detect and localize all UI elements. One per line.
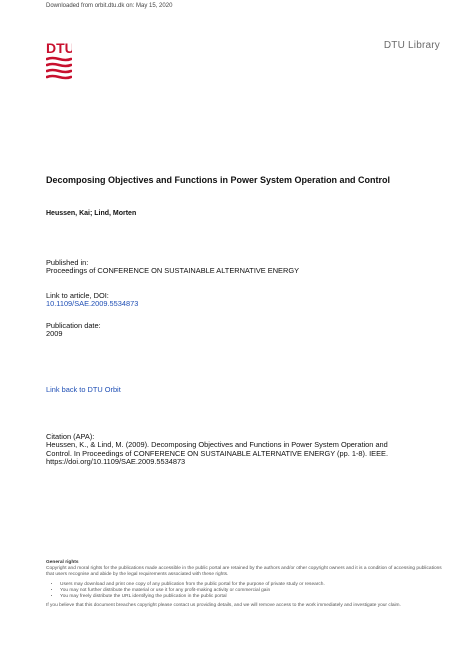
authors: Heussen, Kai; Lind, Morten xyxy=(46,210,137,217)
published-section xyxy=(46,259,299,276)
citation-line-1: Heussen, K., & Lind, M. (2009). Decomposing Objectives and Functions in Power System Operation and xyxy=(46,440,388,450)
citation-line-3: https://doi.org/10.1109/SAE.2009.5534873 xyxy=(46,457,186,467)
publication-date-value: 2009 xyxy=(46,329,63,339)
document-title: Decomposing Objectives and Functions in Power System Operation and Control xyxy=(46,175,391,185)
citation-line-2: Control. In Proceedings of CONFERENCE ON SUSTAINABLE ALTERNATIVE ENERGY (pp. 1-8). IEEE. xyxy=(46,448,388,458)
rights-bullet: • Users may download and print one copy of any publication from the public portal for the purpose of private study or research. xyxy=(60,582,446,588)
dtu-logo-graphic xyxy=(46,40,72,80)
rights-closing: If you believe that this document breaches copyright please contact us providing details, and we will remove access to the work immediately and investigate your claim. xyxy=(46,603,401,609)
citation-section xyxy=(46,433,388,467)
general-rights xyxy=(46,560,446,609)
rights-intro: Copyright and moral rights for the publications made accessible in the public portal are retained by the authors and/or other copyright owners and it is a condition of accessing publications that users recognise and abide by the legal requirements associated with these rights. xyxy=(46,566,442,578)
rights-bullet: • You may freely distribute the URL identifying the publication in the public portal xyxy=(60,594,446,600)
publication-date-section xyxy=(46,322,101,339)
doi-link[interactable]: 10.1109/SAE.2009.5534873 xyxy=(46,299,139,309)
citation-label: Citation (APA): xyxy=(46,432,95,441)
published-label: Published in: xyxy=(46,258,89,267)
rights-list xyxy=(46,582,446,601)
library-label: DTU Library xyxy=(383,40,440,51)
published-value: Proceedings of CONFERENCE ON SUSTAINABLE ALTERNATIVE ENERGY xyxy=(46,266,299,276)
orbit-link[interactable]: Link back to DTU Orbit xyxy=(46,385,121,394)
doi-section xyxy=(46,292,138,309)
svg-text:DTU: DTU xyxy=(46,40,72,56)
publication-date-label: Publication date: xyxy=(46,321,101,330)
rights-title: General rights xyxy=(46,560,79,565)
rights-bullet: • You may not further distribute the material or use it for any profit-making activity or commercial gain xyxy=(60,588,446,594)
dtu-logo xyxy=(46,40,72,80)
download-note: Downloaded from orbit.dtu.dk on: May 15, 2020 xyxy=(46,3,173,9)
doi-label: Link to article, DOI: xyxy=(46,291,109,300)
